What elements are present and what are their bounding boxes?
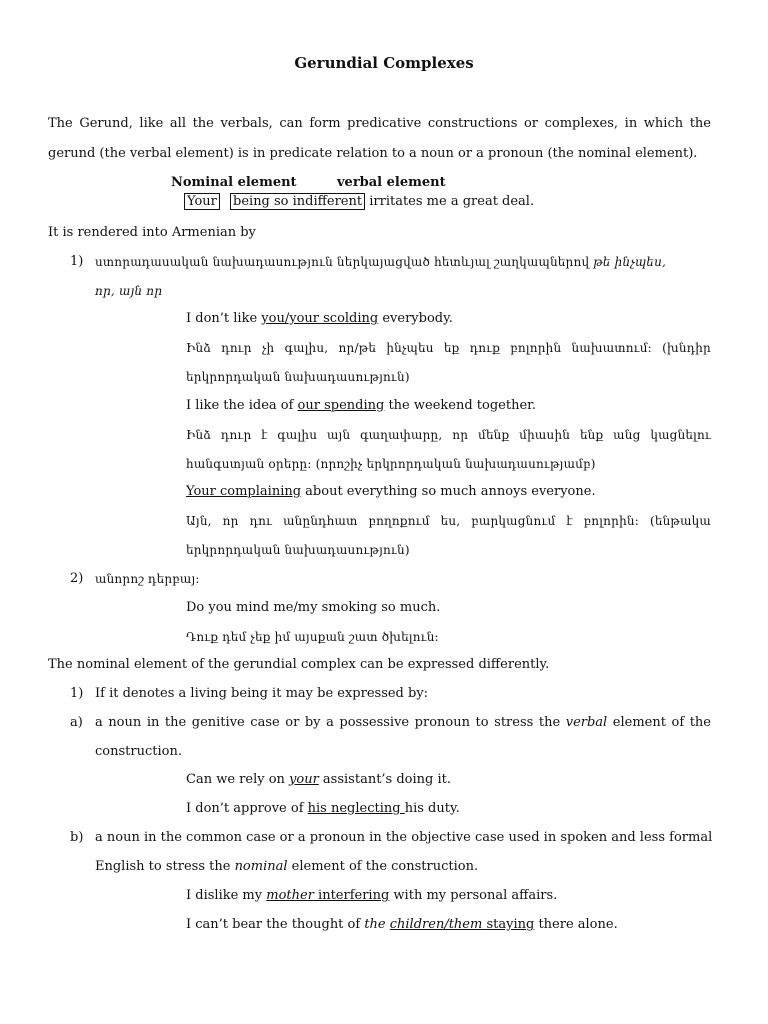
item1-text: ստորադասական նախադասություն ներկայացված հետևյալ շաղկապներով xyxy=(95,255,590,269)
example-5 xyxy=(186,771,451,789)
b-line-2 xyxy=(95,858,478,876)
ex6-pre: I don’t approve of xyxy=(186,801,308,816)
translation-2-line-1: Ինձ դուր է գալիս այն գաղափարը, որ մենք միասին ենք անց կացնելու xyxy=(186,428,711,442)
translation-4: Դուք դեմ չեք իմ այսքան շատ ծխելուն: xyxy=(186,630,439,644)
ex1-underlined: you/your scolding xyxy=(261,311,379,326)
ex2-underlined: our spending xyxy=(297,398,385,413)
ex2-post: the weekend together. xyxy=(384,398,537,413)
verbal-box: being so indifferent xyxy=(230,193,365,210)
example-6 xyxy=(186,800,460,818)
ex3-underlined: Your complaining xyxy=(186,484,302,499)
ex7-post: with my personal affairs. xyxy=(389,888,558,903)
b-number: b) xyxy=(70,830,84,845)
example-7 xyxy=(186,887,557,905)
ex8-post: there alone. xyxy=(534,917,618,932)
page-title: Gerundial Complexes xyxy=(294,54,474,72)
ex5-pre: Can we rely on xyxy=(186,772,290,787)
b-post: element of the construction. xyxy=(287,859,479,874)
a-italic: verbal xyxy=(565,715,608,730)
b-line-1: a noun in the common case or a pronoun in the objective case used in spoken and less formal xyxy=(95,830,713,845)
item1-line-1 xyxy=(95,253,666,271)
example-1 xyxy=(186,310,453,328)
translation-3-line-2: երկրորդական նախադասություն) xyxy=(186,543,410,557)
translation-1-line-1: Ինձ դուր չի գալիս, որ/թե ինչպես եք դուք բոլորին նախատում: (խնդիր xyxy=(186,341,711,355)
ex7-underlined-gerund: interfering xyxy=(313,888,390,903)
example-8 xyxy=(186,916,618,934)
ex7-underlined-noun: mother xyxy=(266,888,314,903)
ex5-post: assistant’s doing it. xyxy=(318,772,452,787)
a-line-1 xyxy=(95,714,711,732)
header-nominal: Nominal element xyxy=(171,175,297,190)
b-italic: nominal xyxy=(234,859,288,874)
ex8-underlined-gerund: staying xyxy=(482,917,535,932)
item2-text: անորոշ դերբայ: xyxy=(95,572,200,586)
nominal-intro: The nominal element of the gerundial complex can be expressed differently. xyxy=(48,657,550,672)
rendered-line: It is rendered into Armenian by xyxy=(48,225,256,240)
ex8-italic: the xyxy=(364,917,390,932)
translation-1-line-2: երկրորդական նախադասություն) xyxy=(186,370,410,384)
n1-number: 1) xyxy=(70,686,84,701)
ex6-post: his duty. xyxy=(404,801,460,816)
n1-text: If it denotes a living being it may be expressed by: xyxy=(95,686,429,701)
ex1-post: everybody. xyxy=(378,311,453,326)
ex5-underlined: your xyxy=(289,772,319,787)
a-post: element of the xyxy=(607,715,711,730)
a-number: a) xyxy=(70,715,83,730)
item2-number: 2) xyxy=(70,571,84,586)
nominal-box: Your xyxy=(184,193,220,210)
example-0 xyxy=(184,193,534,211)
ex6-underlined: his neglecting xyxy=(307,801,405,816)
ex7-pre: I dislike my xyxy=(186,888,267,903)
ex8-pre: I can’t bear the thought of xyxy=(186,917,365,932)
example-4: Do you mind me/my smoking so much. xyxy=(186,600,441,615)
example-2 xyxy=(186,397,536,415)
item1-line-2: որ, այն որ xyxy=(95,284,163,298)
ex8-underlined-noun: children/them xyxy=(389,917,483,932)
intro-line-1: The Gerund, like all the verbals, can form predicative constructions or complexes, in which the xyxy=(48,116,711,131)
ex3-post: about everything so much annoys everyone. xyxy=(301,484,596,499)
translation-3-line-1: Այն, որ դու անընդհատ բողոքում ես, բարկացնում է բոլորին: (ենթակա xyxy=(186,514,711,528)
a-line-2: construction. xyxy=(95,744,182,759)
b-pre: English to stress the xyxy=(95,859,235,874)
example-3 xyxy=(186,483,596,501)
a-pre: a noun in the genitive case or by a possessive pronoun to stress the xyxy=(95,715,566,730)
example-0-rest: irritates me a great deal. xyxy=(369,194,535,209)
translation-2-line-2: հանգստյան օրերը: (որոշիչ երկրորդական նախադասությամբ) xyxy=(186,457,596,471)
ex1-pre: I don’t like xyxy=(186,311,262,326)
header-verbal: verbal element xyxy=(337,175,446,190)
item1-number: 1) xyxy=(70,254,84,269)
item1-italic: թե ինչպես, xyxy=(593,255,667,269)
intro-line-2: gerund (the verbal element) is in predicate relation to a noun or a pronoun (the nominal element). xyxy=(48,146,698,161)
ex2-pre: I like the idea of xyxy=(186,398,298,413)
